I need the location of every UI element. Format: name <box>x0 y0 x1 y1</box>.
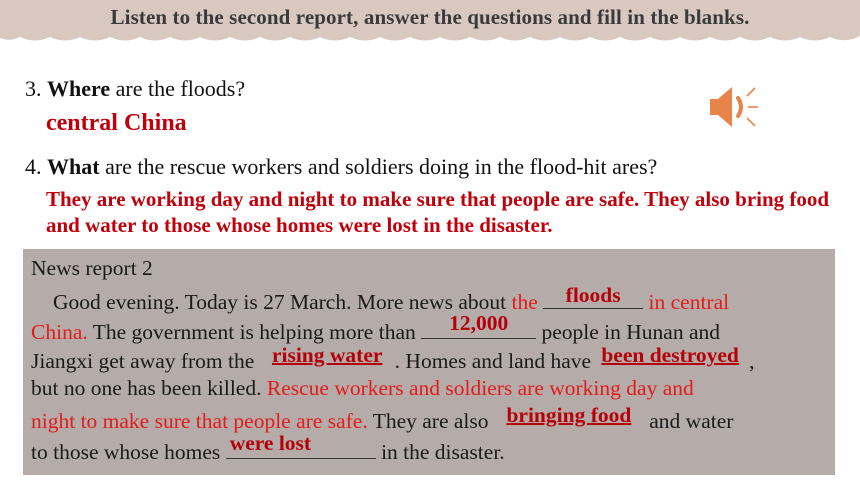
blank-answer: rising water <box>271 343 383 367</box>
report-line-2 <box>53 283 730 315</box>
blank-answer: floods <box>565 283 621 307</box>
blank-rising-water[interactable] <box>260 343 395 368</box>
blank-were-lost[interactable] <box>226 431 376 459</box>
report-line-6 <box>31 403 734 434</box>
question-4 <box>25 154 657 180</box>
report-line-4 <box>31 343 755 374</box>
report-text: and water <box>643 409 734 433</box>
report-text: They are also <box>367 409 494 433</box>
report-red-text: in central <box>643 290 730 314</box>
report-text: Good evening. Today is 27 March. More news about <box>53 290 512 314</box>
blank-answer: were lost <box>229 431 312 455</box>
question-3 <box>25 76 245 102</box>
question-text: are the rescue workers and soldiers doing in the flood-hit ares? <box>99 154 658 179</box>
report-title: News report 2 <box>31 256 153 280</box>
report-line-7 <box>31 431 505 465</box>
report-red-text: Rescue workers and soldiers are working day and <box>266 376 694 400</box>
report-red-text: China. <box>31 320 88 344</box>
report-line-3 <box>31 311 721 345</box>
blank-destroyed[interactable] <box>591 343 749 368</box>
report-text: to those whose homes <box>31 440 226 464</box>
instruction-banner <box>0 0 860 48</box>
report-text: The government is helping more than <box>87 320 422 344</box>
report-text: Jiangxi get away from the <box>31 349 260 373</box>
blank-answer: bringing food <box>506 403 632 427</box>
report-line-5 <box>31 376 694 401</box>
blank-bringing-food[interactable] <box>494 403 644 428</box>
question-text: are the floods? <box>110 76 246 101</box>
answer-3: central China <box>46 110 187 136</box>
blank-answer: been destroyed <box>601 343 739 367</box>
report-red-text: the <box>511 290 544 314</box>
question-number: 4. <box>25 154 47 179</box>
report-text: people in Hunan and <box>536 320 721 344</box>
banner-title: Listen to the second report, answer the questions and fill in the blanks. <box>110 5 750 29</box>
report-text: but no one has been killed. <box>31 376 267 400</box>
report-red-text: night to make sure that people are safe. <box>31 409 368 433</box>
question-keyword: What <box>47 154 100 179</box>
news-report-box <box>23 249 835 475</box>
blank-number[interactable] <box>421 311 536 339</box>
answer-4: They are working day and night to make sure that people are safe. They also bring food and water to those whose homes were lost in the disaster. <box>46 187 830 237</box>
blank-floods[interactable] <box>543 283 643 309</box>
blank-answer: 12,000 <box>449 311 509 335</box>
question-number: 3. <box>25 76 47 101</box>
question-keyword: Where <box>47 76 111 101</box>
speaker-icon[interactable] <box>706 82 762 132</box>
report-text: . Homes and land have <box>394 349 592 373</box>
report-text: , <box>749 349 755 373</box>
report-text: in the disaster. <box>375 440 505 464</box>
